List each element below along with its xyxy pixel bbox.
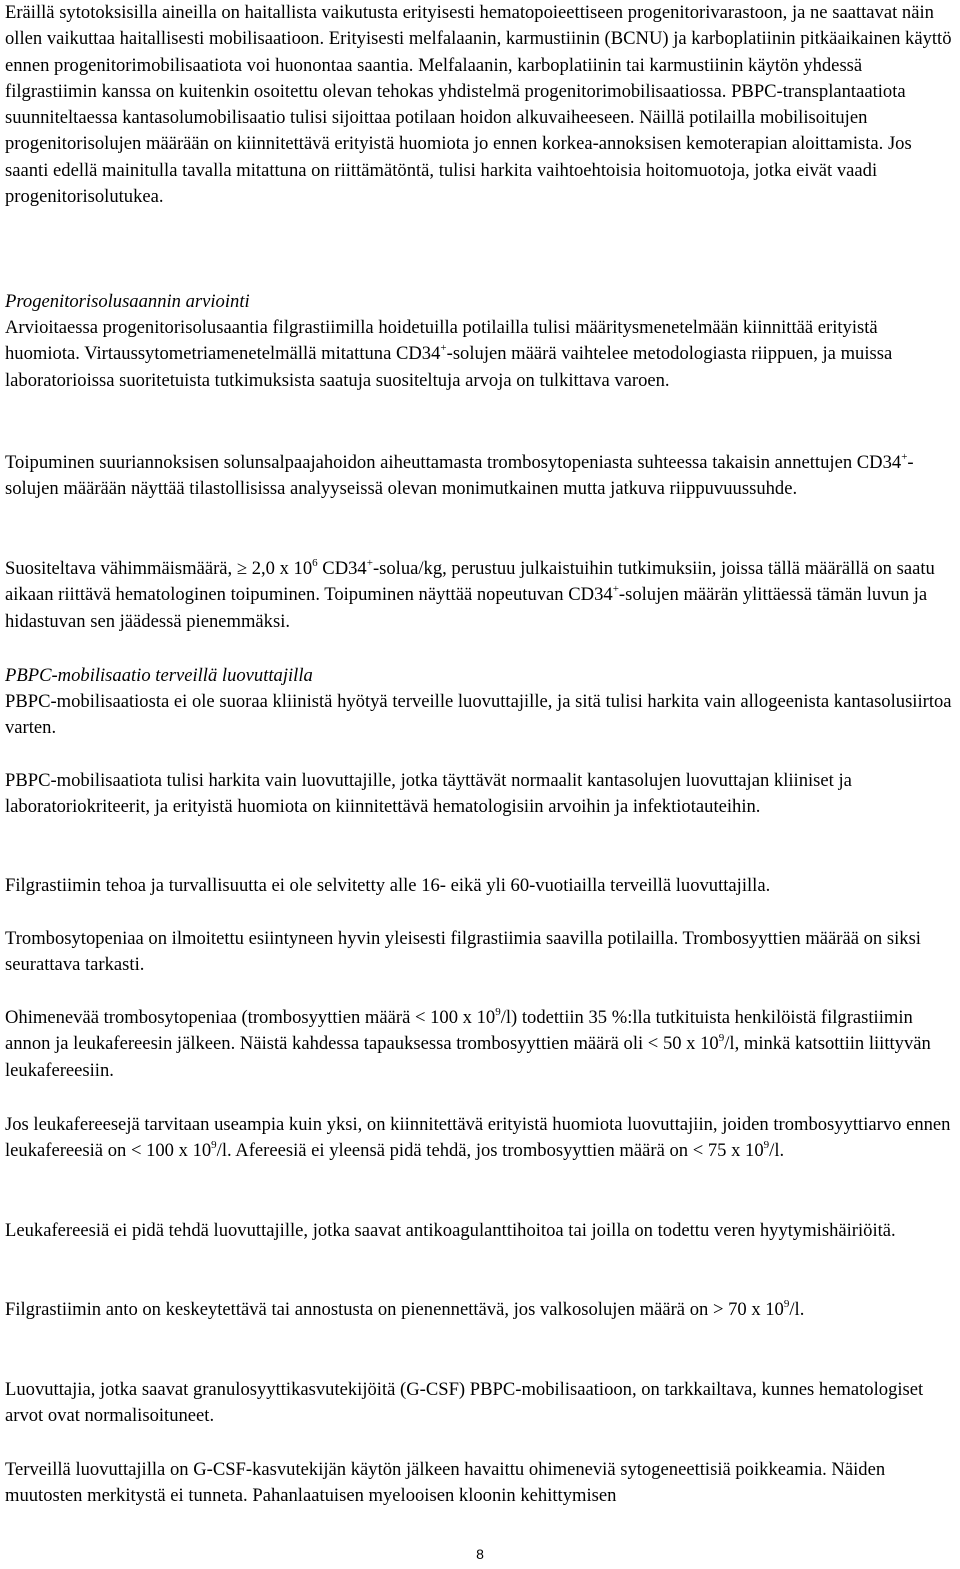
paragraph-age-limits: Filgrastiimin tehoa ja turvallisuutta ei ole selvitetty alle 16- eikä yli 60-vuotiailla terveillä luovuttajilla. [5,875,771,896]
paragraph-donor-criteria: PBPC-mobilisaatiota tulisi harkita vain luovuttajille, jotka täyttävät normaalit kantasolujen luovuttajan kliiniset ja laboratoriokriteerit, ja erityistä huomiota on kiinnitettävä hematologisiin arvoihin ja infektiotauteihin. [5,770,852,818]
superscript: 6 [312,556,318,569]
paragraph-recovery-relationship [5,450,955,503]
paragraph-text: Arvioitaessa progenitorisolusaantia filgrastiimilla hoidetuilla potilailla tulisi määritysmenetelmään kiinnittää erityistä huomiota. Virtaussytometriamenetelmällä mitattuna CD34 [5,317,878,365]
section-heading-healthy-donors: PBPC-mobilisaatio terveillä luovuttajilla [5,665,313,686]
paragraph-discontinue-dose [5,1297,955,1323]
paragraph-text: /l. Afereesiä ei yleensä pidä tehdä, jos trombosyyttien määrä on < 75 x 10 [216,1140,764,1162]
paragraph-text: /l, minkä katsottiin liittyvän leukafereesiin. [5,1033,931,1081]
superscript: 9 [718,1032,725,1045]
paragraph-cytotoxic-agents [5,0,955,210]
superscript: + [612,583,619,596]
paragraph-monitoring: Luovuttajia, jotka saavat granulosyyttikasvutekijöitä (G-CSF) PBPC-mobilisaatioon, on tarkkailtava, kunnes hematologiset arvot ovat normalisoituneet. [5,1379,924,1427]
superscript: 9 [783,1297,790,1310]
paragraph-text: 2,0 x 10 [247,558,313,579]
paragraph-text: -solujen määrään näyttää tilastollisissa analyyseissä olevan monimutkainen mutta jatkuva riippuvuussuhde. [5,452,914,500]
section-heading-progenitor-yield: Progenitorisolusaannin arviointi [5,291,250,312]
paragraph-multiple-leukapheresis [5,1112,955,1165]
paragraph-text: Toipuminen suuriannoksisen solunsalpaajahoidon aiheuttamasta trombosytopeniasta suhteessa takaisin annettujen CD34 [5,452,902,473]
paragraph-text: CD34 [317,558,367,579]
paragraph-recommended-minimum [5,556,955,635]
paragraph-cytogenetic: Terveillä luovuttajilla on G-CSF-kasvutekijän käytön jälkeen havaittu ohimeneviä sytogeneettisiä poikkeamia. Näiden muutosten merkitystä ei tunneta. Pahanlaatuisen myelooisen kloonin kehittymisen [5,1459,886,1507]
superscript: 9 [211,1139,217,1152]
paragraph-anticoagulant: Leukafereesiä ei pidä tehdä luovuttajille, jotka saavat antikoagulanttihoitoa tai joilla on todettu veren hyytymishäiriöitä. [5,1220,896,1241]
superscript: 9 [495,1005,501,1018]
paragraph-text: -solujen määrä vaihtelee metodologiasta riippuen, ja muissa laboratorioissa suoritetuista tutkimuksista saatuja suositeltuja arvoja on tulkittava varoen. [5,343,893,391]
superscript: + [440,342,447,355]
greater-equal-symbol: ≥ [236,558,248,579]
paragraph-text: -solujen määrän ylittäessä tämän luvun ja hidastuvan sen jäädessä pienemmäksi. [5,584,928,632]
paragraph-text: /l) todettiin 35 %:lla tutkituista henkilöistä filgrastiimin annon ja leukafereesin jälkeen. Näistä kahdessa tapauksessa trombosyyttien määrä oli < 50 x 10 [5,1007,913,1055]
paragraph-transient-thrombocytopenia [5,1005,955,1084]
paragraph-yield-assessment [5,315,955,394]
superscript: 9 [763,1139,770,1152]
superscript: + [901,450,908,463]
paragraph-text: /l. [769,1140,785,1162]
superscript: + [366,556,373,569]
paragraph-text: Jos leukafereesejä tarvitaan useampia kuin yksi, on kiinnitettävä erityistä huomiota luovuttajiin, joiden trombosyyttiarvo ennen leukafereesiä on < 100 x 10 [5,1114,951,1162]
paragraph-text: /l. [789,1299,805,1320]
paragraph-text: Ohimenevää trombosytopeniaa (trombosyyttien määrä < 100 x 10 [5,1007,496,1028]
paragraph-text: Eräillä sytotoksisilla aineilla on haitallista vaikutusta erityisesti hematopoieettiseen progenitorivarastoon, ja ne saattavat näin ollen vaikuttaa haitallisesti mobilisaatioon. Erityisesti melfalaanin, karmustiinin (BCNU) ja karboplatiinin pitkäaikainen käyttö ennen progenitorimobilisaatiota voi huonontaa saantia. Melfalaanin, karboplatiinin tai karmustiinin käytön yhdessä filgrastiimin kanssa on kuitenkin osoitettu olevan tehokas yhdistelmä progenitorimobilisaatiossa. PBPC-transplantaatiota suunniteltaessa kantasolumobilisaatio tulisi sijoittaa potilaan hoidon alkuvaiheeseen. Näillä potilailla mobilisoitujen progenitorisolujen määrään on kiinnitettävä erityistä huomiota jo ennen korkea-annoksisen kemoterapian aloittamista. Jos saanti edellä mainitulla tavalla mitattuna on riittämätöntä, tulisi harkita vaihtoehtoisia hoitomuotoja, jotka eivät vaadi progenitorisolutukea. [5,2,952,208]
paragraph-text: Suositeltava vähimmäismäärä, [5,558,237,579]
paragraph-text: Filgrastiimin anto on keskeytettävä tai annostusta on pienennettävä, jos valkosolujen määrä on > 70 x 10 [5,1299,784,1320]
paragraph-thrombocytopenia: Trombosytopeniaa on ilmoitettu esiintyneen hyvin yleisesti filgrastiimia saavilla potilailla. Trombosyyttien määrää on siksi seurattava tarkasti. [5,928,921,976]
paragraph-no-clinical-benefit: PBPC-mobilisaatiosta ei ole suoraa kliinistä hyötyä terveille luovuttajille, ja sitä tulisi harkita vain allogeenista kantasolusiirtoa varten. [5,691,952,739]
page-number: 8 [476,1546,484,1562]
paragraph-text: -solua/kg, perustuu julkaistuihin tutkimuksiin, joissa tällä määrällä on saatu aikaan riittävä hematologinen toipuminen. Toipuminen näyttää nopeutuvan CD34 [5,558,935,606]
